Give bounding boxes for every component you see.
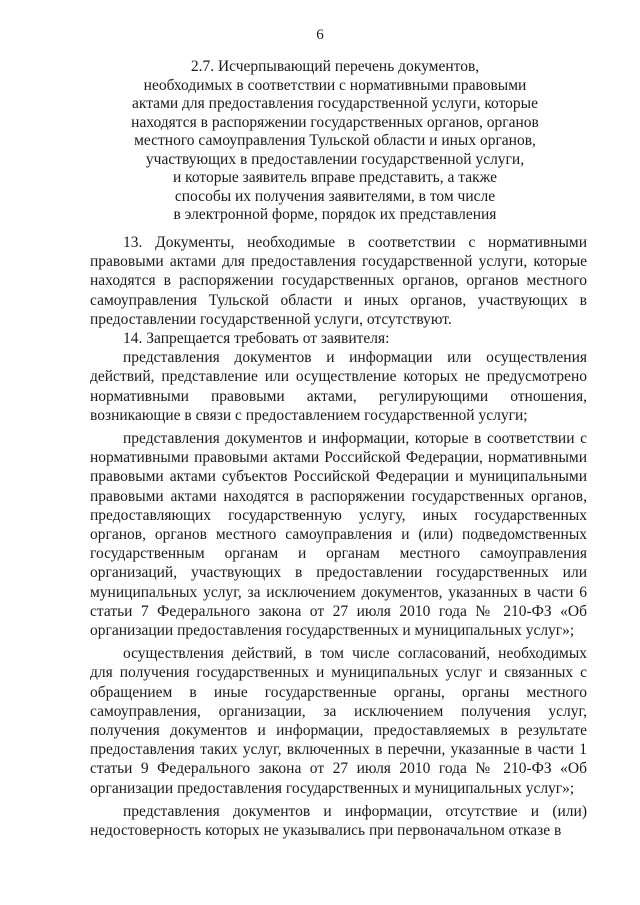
heading-line: и которые заявитель вправе представить, а также: [172, 169, 498, 186]
list-item: представления документов и информации, которые в соответствии с нормативными правовыми актами Российской Федерации, нормативными правовыми актами субъектов Российской Федерации и муниципальными правовыми актами находятся в распоряжении государственных органов, предоставляющих государственную услугу, иных государственных органов, органов местного самоуправления и (или) подведомственных государственным органам и органам местного самоуправления организаций, участвующих в предоставлении государственных или муниципальных услуг, за исключением документов, указанных в части 6 статьи 7 Федерального закона от 27 июля 2010 года № 210-ФЗ «Об организации предоставления государственных и муниципальных услуг»;: [90, 430, 587, 640]
paragraph-13: 13. Документы, необходимые в соответствии с нормативными правовыми актами для предоставления государственной услуги, которые находятся в распоряжении государственных органов, органов местного самоуправления Тульской области и иных органов, участвующих в предоставлении государственной услуги, отсутствуют.: [90, 234, 587, 328]
heading-line: участвующих в предоставлении государственной услуги,: [145, 150, 525, 168]
heading-line: находятся в распоряжении государственных органов, органов: [131, 113, 539, 131]
document-body: [90, 233, 587, 840]
page-number: 6: [316, 27, 324, 43]
heading-line: в электронной форме, порядок их представления: [173, 206, 497, 223]
heading-line: актами для предоставления государственной услуги, которые: [132, 95, 538, 112]
heading-line: 2.7. Исчерпывающий перечень документов,: [190, 58, 480, 75]
heading-line: местного самоуправления Тульской области и иных органов,: [134, 132, 536, 149]
paragraph-14: 14. Запрещается требовать от заявителя:: [123, 330, 390, 348]
list-item: осуществления действий, в том числе согласований, необходимых для получения государственных и муниципальных услуг и связанных с обращением в иные государственные органы, органы местного самоуправления, организации, за исключением получения услуг, получения документов и информации, предоставляемых в результате предоставления таких услуг, включенных в перечни, указанные в части 1 статьи 9 Федерального закона от 27 июля 2010 года № 210-ФЗ «Об организации предоставления государственных и муниципальных услуг»;: [90, 645, 587, 797]
heading-line: способы их получения заявителями, в том числе: [174, 187, 496, 205]
heading-line: необходимых в соответствии с нормативными правовыми: [143, 76, 527, 94]
section-heading: [70, 58, 600, 225]
list-item: представления документов и информации, отсутствие и (или) недостоверность которых не указывались при первоначальном отказе в: [90, 802, 587, 840]
list-item: представления документов и информации или осуществления действий, представление или осуществление которых не предусмотрено нормативными правовыми актами, регулирующими отношения, возникающие в связи с предоставлением государственной услуги;: [90, 349, 587, 424]
